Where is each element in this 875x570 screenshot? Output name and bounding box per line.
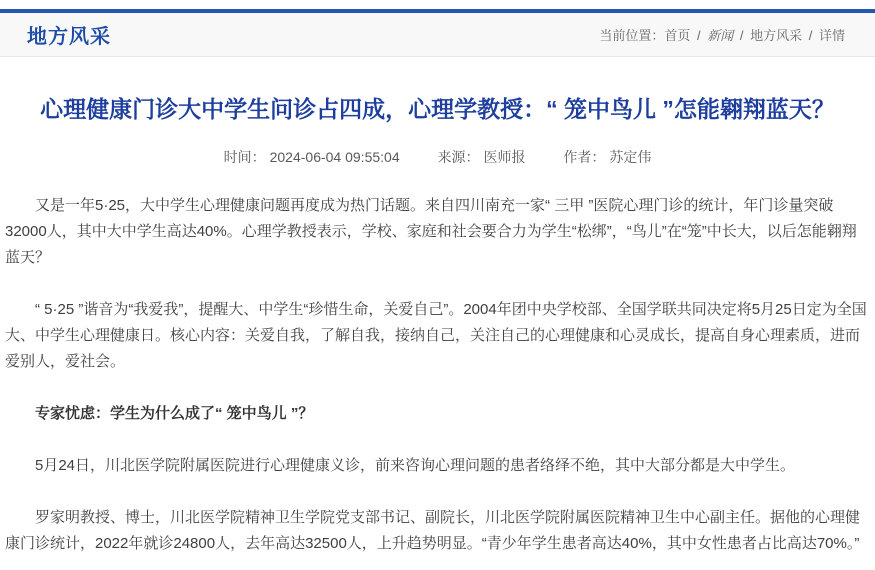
breadcrumb-item-1[interactable]: 首页	[664, 28, 691, 43]
meta-time-value: 2024-06-04 09:55:04	[269, 149, 400, 165]
meta-time	[224, 149, 400, 165]
article-subheading: 专家忧虑：学生为什么成了“ 笼中鸟儿 ”？	[35, 405, 314, 422]
article	[0, 91, 875, 557]
section-title: 地方风采	[27, 26, 111, 48]
breadcrumb-label: 当前位置：	[599, 28, 665, 43]
breadcrumb-item-4[interactable]: 详情	[818, 28, 845, 43]
breadcrumb-separator: /	[693, 28, 705, 43]
article-content	[5, 193, 870, 557]
article-paragraph: 又是一年5·25，大中学生心理健康问题再度成为热门话题。来自四川南充一家“ 三甲 ”医院心理门诊的统计，年门诊量突破32000人，其中大中学生高达40%。心理学教授表示，学校、家庭和社会要合力为学生“松绑”，“鸟儿”在“笼”中长大，以后怎能翱翔蓝天？	[5, 197, 857, 266]
section-header	[0, 13, 875, 57]
meta-source-label: 来源：	[437, 149, 480, 165]
meta-author-value: 苏定伟	[609, 149, 652, 165]
breadcrumb-item-3[interactable]: 地方风采	[750, 28, 803, 43]
article-title: 心理健康门诊大中学生问诊占四成，心理学教授：“ 笼中鸟儿 ”怎能翱翔蓝天？	[40, 96, 835, 122]
meta-author	[563, 149, 651, 165]
breadcrumb-item-2[interactable]: 新闻	[707, 28, 734, 43]
article-paragraph: 罗家明教授、博士，川北医学院精神卫生学院党支部书记、副院长，川北医学院附属医院精神卫生中心副主任。据他的心理健康门诊统计，2022年就诊24800人，去年高达32500人，上升趋势明显。“青少年学生患者高达40%，其中女性患者占比高达70%。”	[5, 509, 861, 552]
meta-source-value: 医师报	[483, 149, 526, 165]
meta-time-label: 时间：	[223, 149, 266, 165]
breadcrumb	[599, 25, 845, 44]
meta-source	[438, 149, 526, 165]
article-paragraph: “ 5·25 ”谐音为“我爱我”，提醒大、中学生“珍惜生命，关爱自己”。2004年团中央学校部、全国学联共同决定将5月25日定为全国大、中学生心理健康日。核心内容：关爱自我，了解自我，接纳自己，关注自己的心理健康和心灵成长，提高自身心理素质，进而爱别人，爱社会。	[5, 301, 867, 370]
meta-author-label: 作者：	[563, 149, 606, 165]
breadcrumb-separator: /	[805, 28, 816, 43]
article-meta	[5, 147, 870, 167]
breadcrumb-separator: /	[736, 28, 748, 43]
article-paragraph: 5月24日，川北医学院附属医院进行心理健康义诊，前来咨询心理问题的患者络绎不绝，其中大部分都是大中学生。	[35, 457, 796, 474]
